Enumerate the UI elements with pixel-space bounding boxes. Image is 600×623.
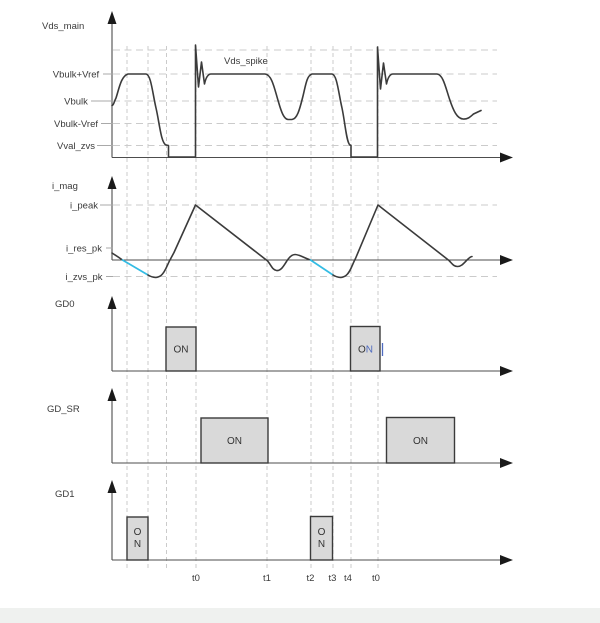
vbulk-minus-vref-label: Vbulk-Vref bbox=[54, 119, 98, 130]
time-label-t0-2: t0 bbox=[372, 573, 380, 584]
gd0-pulse-2-letter-o: O bbox=[357, 344, 366, 356]
gd-sr-panel bbox=[47, 388, 513, 468]
gd0-y-axis-arrow-icon bbox=[108, 296, 117, 309]
vds-y-axis-arrow-icon bbox=[108, 11, 117, 24]
time-label-t4: t4 bbox=[344, 573, 352, 584]
gdsr-pulse-1-label: ON bbox=[227, 436, 242, 447]
gd0-pulse-2-label bbox=[358, 345, 373, 356]
page-footer-band bbox=[0, 608, 600, 623]
vds-x-axis-arrow-icon bbox=[500, 153, 513, 163]
imag-waveform-cycle1 bbox=[148, 205, 311, 278]
gd1-pulse-1-letter-o: O bbox=[133, 527, 142, 538]
imag-waveform-cycle2 bbox=[333, 205, 472, 278]
vds-spike-annotation: Vds_spike bbox=[224, 56, 268, 67]
vbulk-plus-vref-label: Vbulk+Vref bbox=[52, 69, 100, 81]
gd0-pulse-2-letter-n: N bbox=[365, 344, 374, 356]
gdsr-pulse-2-label: ON bbox=[413, 436, 428, 447]
gd0-label: GD0 bbox=[55, 299, 75, 310]
gd1-y-axis-arrow-icon bbox=[108, 480, 117, 493]
gd0-panel bbox=[55, 296, 513, 376]
imag-y-axis-arrow-icon bbox=[108, 176, 117, 189]
i-zvs-pk-label: i_zvs_pk bbox=[65, 272, 103, 283]
i-res-pk-label: i_res_pk bbox=[66, 243, 102, 255]
imag-zvs-segment-1 bbox=[123, 260, 149, 275]
gd1-panel bbox=[55, 480, 513, 584]
time-label-t3: t3 bbox=[328, 573, 337, 584]
vds-main-panel bbox=[42, 11, 513, 163]
vbulk-label: Vbulk bbox=[64, 96, 88, 108]
time-axis-labels bbox=[192, 573, 380, 584]
vertical-event-gridlines bbox=[127, 46, 378, 570]
imag-x-axis-arrow-icon bbox=[500, 255, 513, 265]
time-label-t2: t2 bbox=[306, 573, 315, 584]
i-mag-label: i_mag bbox=[52, 181, 78, 192]
gd1-x-axis-arrow-icon bbox=[500, 555, 513, 565]
time-label-t0: t0 bbox=[192, 573, 200, 584]
imag-waveform-start bbox=[112, 253, 123, 260]
gdsr-y-axis-arrow-icon bbox=[108, 388, 117, 401]
i-mag-panel bbox=[52, 176, 513, 283]
gdsr-x-axis-arrow-icon bbox=[500, 458, 513, 468]
gd1-pulse-2-letter-o: O bbox=[317, 527, 326, 538]
gd1-label: GD1 bbox=[55, 489, 75, 500]
gd0-pulse-1-label: ON bbox=[173, 344, 189, 356]
i-peak-label: i_peak bbox=[70, 200, 98, 212]
gd1-pulse-2-letter-n: N bbox=[317, 539, 326, 550]
gd-sr-label: GD_SR bbox=[47, 404, 80, 415]
time-label-t1: t1 bbox=[263, 573, 271, 584]
vds-main-label: Vds_main bbox=[42, 21, 85, 32]
gd0-x-axis-arrow-icon bbox=[500, 366, 513, 376]
vval-zvs-label: Vval_zvs bbox=[56, 141, 96, 152]
gd1-pulse-1-letter-n: N bbox=[133, 539, 142, 550]
imag-zvs-segment-2 bbox=[311, 260, 334, 275]
